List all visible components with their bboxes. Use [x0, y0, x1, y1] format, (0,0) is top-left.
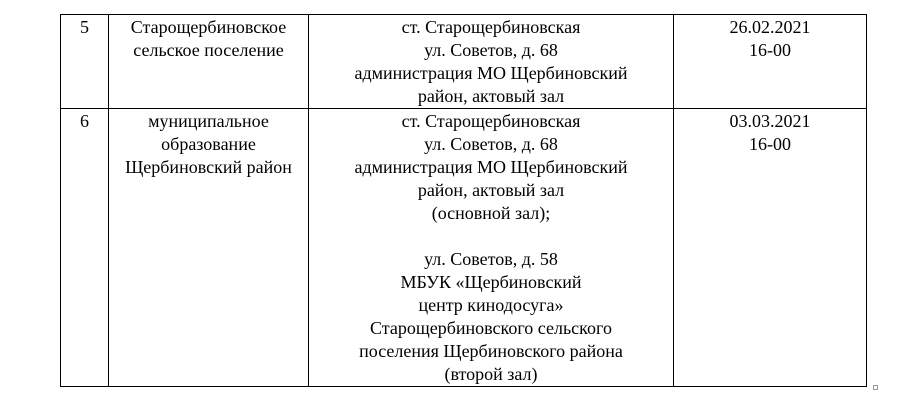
address-line: ст. Старощербиновская [401, 17, 581, 37]
event-time: 16-00 [749, 40, 791, 60]
table-row [61, 15, 867, 109]
settlement-name-cell [109, 109, 309, 387]
event-date: 03.03.2021 [729, 111, 811, 131]
address-line: район, актовый зал [417, 180, 565, 200]
date-time-cell [674, 15, 867, 109]
address-line: ул. Советов, д. 58 [424, 249, 558, 269]
address-line: (второй зал) [444, 364, 538, 384]
event-time: 16-00 [749, 134, 791, 154]
row-number-cell [61, 109, 109, 387]
address-line: ул. Советов, д. 68 [424, 134, 558, 154]
schedule-table [60, 14, 867, 387]
address-line: район, актовый зал [417, 86, 565, 106]
end-of-table-marker [873, 385, 878, 390]
address-line: Старощербиновского сельского [370, 318, 612, 338]
address-line: поселения Щербиновского района [359, 341, 623, 361]
row-number: 6 [80, 111, 89, 131]
date-time-cell [674, 109, 867, 387]
blank-line [309, 225, 673, 248]
settlement-name-line: Старощербиновское [130, 17, 287, 37]
settlement-name-line: Щербиновский район [125, 157, 292, 177]
address-line: администрация МО Щербиновский [354, 63, 628, 83]
row-number: 5 [80, 17, 89, 37]
address-line: центр кинодосуга» [418, 295, 564, 315]
address-line: администрация МО Щербиновский [354, 157, 628, 177]
settlement-name-cell [109, 15, 309, 109]
venue-address-cell [309, 15, 674, 109]
settlement-name-line: образование [161, 134, 256, 154]
venue-address-cell [309, 109, 674, 387]
settlement-name-line: муниципальное [148, 111, 269, 131]
table-row [61, 109, 867, 387]
address-line: ст. Старощербиновская [401, 111, 581, 131]
settlement-name-line: сельское поселение [133, 40, 284, 60]
row-number-cell [61, 15, 109, 109]
event-date: 26.02.2021 [729, 17, 811, 37]
address-line: МБУК «Щербиновский [400, 272, 582, 292]
address-line: (основной зал); [431, 203, 551, 223]
address-line: ул. Советов, д. 68 [424, 40, 558, 60]
